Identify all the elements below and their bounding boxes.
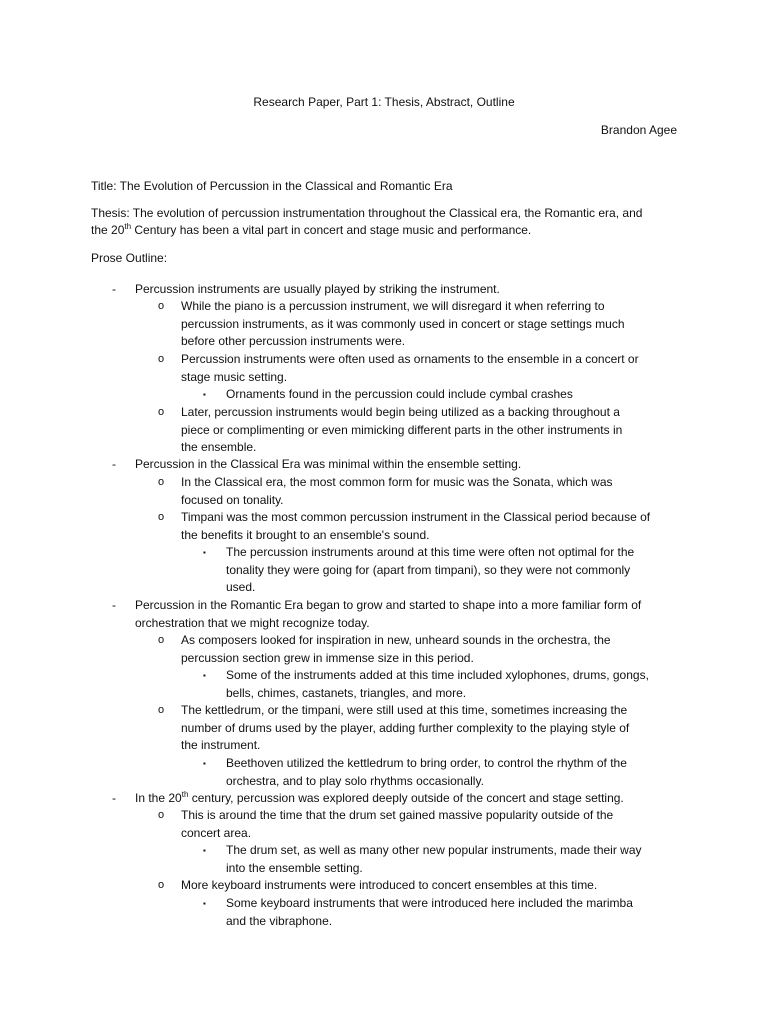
square-bullet-icon: ▪ (203, 899, 206, 908)
outline-item-4-line-0: Later, percussion instruments would begin being utilized as a backing throughout a (181, 405, 620, 419)
thesis-text-pre: the 20 (91, 223, 125, 237)
square-bullet-icon: ▪ (203, 671, 206, 680)
thesis-text-post: Century has been a vital part in concert and stage music and performance. (131, 223, 532, 237)
thesis-line-2 (91, 222, 531, 240)
outline-item-3-line-0: Ornaments found in the percussion could include cymbal crashes (226, 387, 573, 401)
outline-item-1-line-0: While the piano is a percussion instrument, we will disregard it when referring to (181, 299, 605, 313)
outline-item-8-line-1: tonality they were going for (apart from timpani), so they were not commonly (226, 562, 631, 577)
page-heading: Research Paper, Part 1: Thesis, Abstract, Outline (253, 95, 515, 109)
outline-item-18-line-0: Some keyboard instruments that were introduced here included the marimba (226, 896, 633, 910)
outline-item-15-line-1: concert area. (181, 825, 252, 840)
outline-item-16-line-0: The drum set, as well as many other new popular instruments, made their way (226, 843, 642, 857)
outline-item-10-line-0: As composers looked for inspiration in new, unheard sounds in the orchestra, the (181, 633, 611, 647)
outline-item-10-line-1: percussion section grew in immense size in this period. (181, 650, 474, 665)
outline-item-8-line-0: The percussion instruments around at this time were often not optimal for the (226, 545, 635, 559)
outline-item-1-line-2: before other percussion instruments were. (181, 334, 406, 348)
title-line: Title: The Evolution of Percussion in the Classical and Romantic Era (91, 179, 453, 193)
outline-item-6-line-0: In the Classical era, the most common form for music was the Sonata, which was (181, 475, 613, 489)
outline-item-9-line-0: Percussion in the Romantic Era began to grow and started to shape into a more familiar form of (135, 598, 642, 612)
outline-item-15-line-0: This is around the time that the drum set gained massive popularity outside of the (181, 808, 614, 822)
circle-bullet-icon: o (158, 476, 165, 488)
outline-item-11-line-1: bells, chimes, castanets, triangles, and more. (226, 685, 467, 700)
outline-item-18-line-1: and the vibraphone. (226, 913, 333, 928)
outline-item-17-line-0: More keyboard instruments were introduced to concert ensembles at this time. (181, 878, 598, 892)
square-bullet-icon: ▪ (203, 390, 206, 399)
outline-item-13-line-1: orchestra, and to play solo rhythms occasionally. (226, 773, 484, 788)
outline-item-1-line-1: percussion instruments, as it was commonly used in concert or stage settings much (181, 316, 625, 331)
square-bullet-icon: ▪ (203, 759, 206, 768)
outline-superscript: th (181, 790, 189, 799)
outline-item-16-line-1: into the ensemble setting. (226, 860, 363, 875)
outline-item-9-line-1: orchestration that we might recognize today. (135, 615, 370, 630)
circle-bullet-icon: o (158, 704, 165, 716)
dash-bullet-icon: - (112, 791, 116, 805)
circle-bullet-icon: o (158, 353, 165, 365)
circle-bullet-icon: o (158, 879, 165, 891)
circle-bullet-icon: o (158, 809, 165, 821)
outline-item-4-line-2: the ensemble. (181, 440, 257, 454)
thesis-superscript: th (124, 222, 132, 231)
outline-text-post: century, percussion was explored deeply outside of the concert and stage setting. (188, 791, 624, 805)
dash-bullet-icon: - (112, 457, 116, 471)
outline-item-13-line-0: Beethoven utilized the kettledrum to bring order, to control the rhythm of the (226, 756, 627, 770)
author-name: Brandon Agee (600, 123, 677, 137)
circle-bullet-icon: o (158, 511, 165, 523)
circle-bullet-icon: o (158, 300, 165, 312)
outline-item-2-line-0: Percussion instruments were often used as ornaments to the ensemble in a concert or (181, 352, 639, 366)
circle-bullet-icon: o (158, 406, 165, 418)
outline-item-6-line-1: focused on tonality. (181, 492, 284, 507)
outline-item-12-line-2: the instrument. (181, 738, 261, 752)
outline-item-2-line-1: stage music setting. (181, 369, 288, 384)
dash-bullet-icon: - (112, 282, 116, 296)
thesis-line-1: Thesis: The evolution of percussion instrumentation throughout the Classical era, the Romantic era, and (91, 206, 643, 220)
outline-item-4-line-1: piece or complimenting or even mimicking different parts in the other instruments in (181, 422, 623, 437)
outline-item-0-line-0: Percussion instruments are usually played by striking the instrument. (135, 282, 500, 296)
square-bullet-icon: ▪ (203, 548, 206, 557)
outline-text-pre: In the 20 (135, 791, 182, 805)
outline-item-12-line-1: number of drums used by the player, adding further complexity to the playing style of (181, 720, 630, 735)
outline-item-14-line-0 (135, 790, 624, 808)
circle-bullet-icon: o (158, 634, 165, 646)
outline-label: Prose Outline: (91, 251, 168, 265)
outline-item-5-line-0: Percussion in the Classical Era was minimal within the ensemble setting. (135, 457, 522, 471)
outline-item-11-line-0: Some of the instruments added at this time included xylophones, drums, gongs, (226, 668, 649, 682)
outline-item-7-line-0: Timpani was the most common percussion instrument in the Classical period because of (181, 510, 651, 524)
outline-item-8-line-2: used. (226, 580, 256, 594)
outline-item-12-line-0: The kettledrum, or the timpani, were still used at this time, sometimes increasing the (181, 703, 628, 717)
outline-item-7-line-1: the benefits it brought to an ensemble's sound. (181, 527, 430, 542)
dash-bullet-icon: - (112, 598, 116, 612)
square-bullet-icon: ▪ (203, 846, 206, 855)
